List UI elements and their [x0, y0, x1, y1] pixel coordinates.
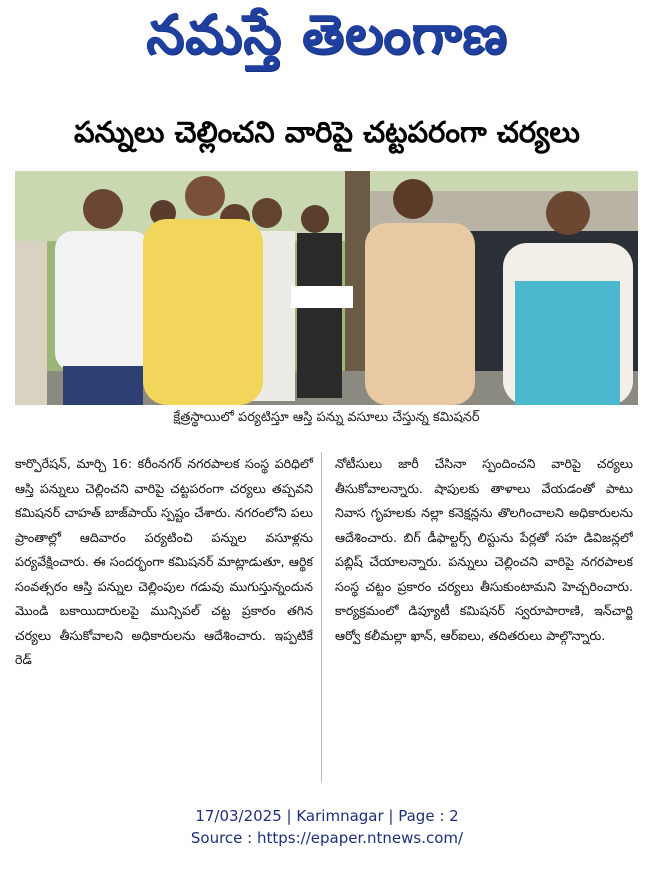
news-photo: [15, 171, 638, 405]
masthead-title: నమస్తే తెలంగాణ: [146, 2, 508, 66]
headline-text: పన్నులు చెల్లించని వారిపై చట్టపరంగా చర్యలు: [74, 115, 580, 149]
article-column-left: కార్పొరేషన్, మార్చి 16: కరీంనగర్ నగరపాలక సంస్థ పరిధిలో ఆస్తి పన్నులు చెల్లించని వారిపై చట్టపరంగా చర్యలు తప్పవని కమిషనర్ చాహత్ బాజ్‌పాయ్ స్పష్టం చేశారు. నగరంలోని పలు ప్రాంతాల్లో ఆదివారం పర్యటించి పన్నుల వసూళ్లను పర్యవేక్షించారు. ఈ సందర్భంగా కమిషనర్ మాట్లాడుతూ, ఆర్థిక సంవత్సరం ఆస్తి పన్నుల చెల్లింపుల గడువు ముగుస్తున్నందున మొండి బకాయిదారులపై మున్సిపల్ చట్ట ప్రకారం తగిన చర్యలు తీసుకోవాలని అధికారులను ఆదేశించారు. ఇప్పటికే రెడ్: [15, 452, 322, 782]
newspaper-masthead: [0, 0, 654, 82]
news-photo-illustration: [15, 171, 638, 405]
article-column-right: నోటీసులు జారీ చేసినా స్పందించని వారిపై చర్యలు తీసుకోవాలన్నారు. షాపులకు తాళాలు వేయడంతో పాటు నివాస గృహలకు నల్లా కనెక్షన్లను తొలగించాలని అధికారులను ఆదేశించారు. బిగ్ డీఫాల్టర్స్ లిస్టును పేర్లతో సహ డివిజన్లలో పబ్లిష్ చేయాలన్నారు. పన్నులు చెల్లించని వారిపై నగరపాలక సంస్థ చట్టం ప్రకారం చర్యలు తీసుకుంటామని హెచ్చరించారు. కార్యక్రమంలో డిప్యూటీ కమిషనర్ స్వరూపారాణి, ఇన్‌చార్జి ఆర్వో కలీమల్లా ఖాన్, ఆర్ఐలు, తదితరులు పాల్గొన్నారు.: [335, 456, 633, 643]
article-headline: [0, 112, 654, 160]
photo-caption: క్షేత్రస్థాయిలో పర్యటిస్తూ ఆస్తి పన్ను వసూలు చేస్తున్న కమిషనర్: [173, 410, 480, 425]
page-footer: [0, 805, 654, 849]
footer-date-line: 17/03/2025 | Karimnagar | Page : 2: [195, 807, 459, 825]
footer-source-line: Source : https://epaper.ntnews.com/: [190, 829, 464, 847]
